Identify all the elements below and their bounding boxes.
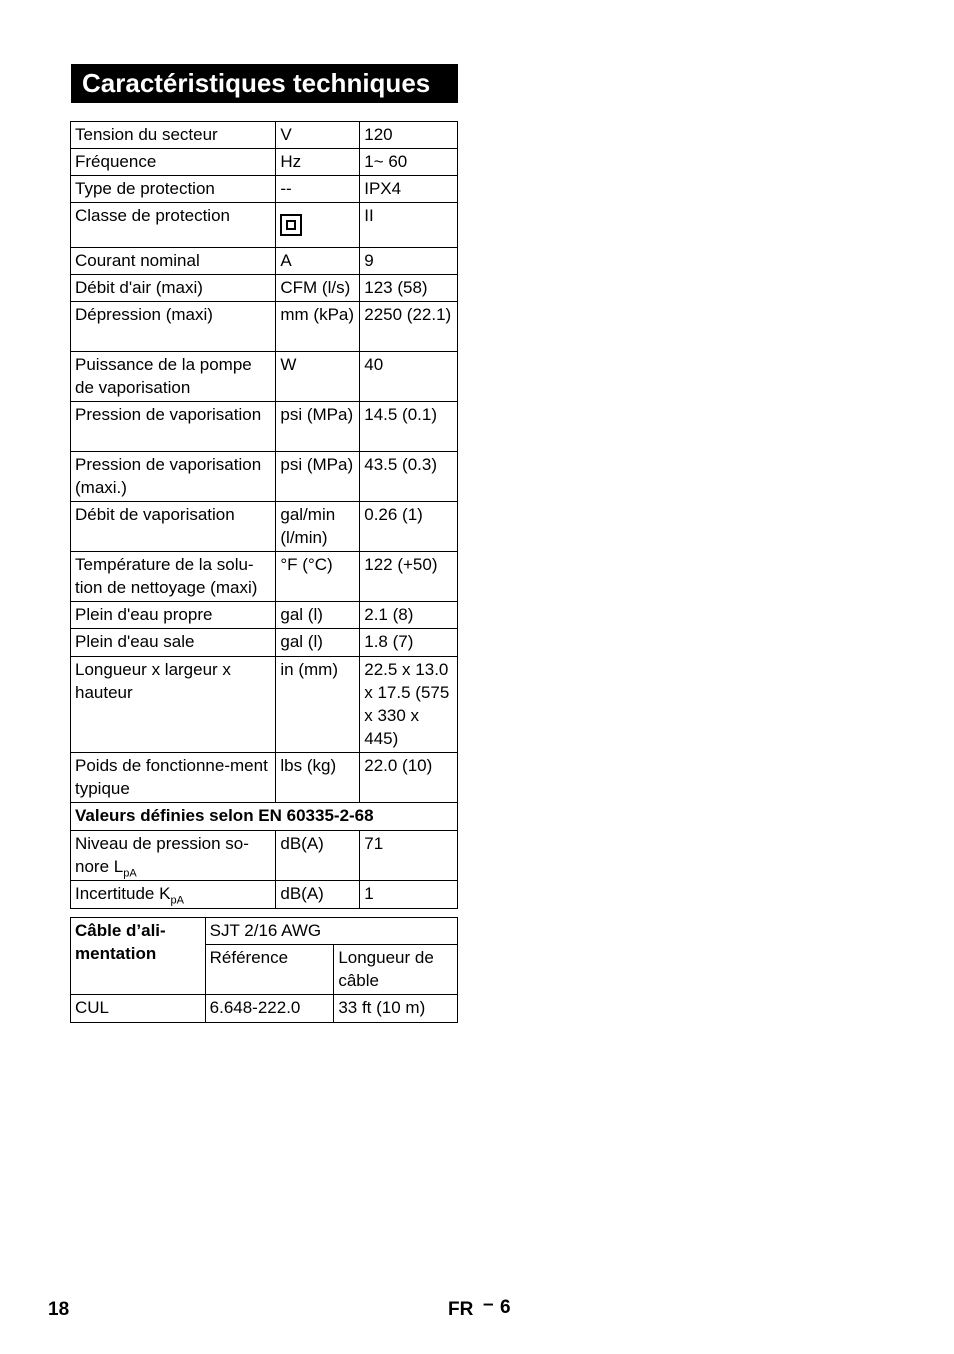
table-row [71, 995, 458, 1023]
spec-unit: W [276, 352, 360, 402]
spec-value: 43.5 (0.3) [360, 452, 458, 502]
noise-label-sub: pA [170, 894, 184, 907]
spec-label [71, 831, 276, 881]
spec-label: Type de protection [71, 176, 276, 203]
cable-reference: 6.648-222.0 [205, 995, 334, 1023]
spec-label: Plein d'eau sale [71, 629, 276, 657]
spec-value: 123 (58) [360, 275, 458, 302]
spec-label: Longueur x largeur x hauteur [71, 657, 276, 753]
table-row [71, 203, 458, 248]
spec-value: 0.26 (1) [360, 502, 458, 552]
protection-class-ii-icon [280, 214, 302, 236]
table-row [71, 918, 458, 945]
spec-unit: dB(A) [276, 831, 360, 881]
spec-value: 9 [360, 248, 458, 275]
spec-unit: psi (MPa) [276, 402, 360, 452]
spec-label: Dépression (maxi) [71, 302, 276, 352]
spec-label: Classe de protection [71, 203, 276, 248]
spec-unit: mm (kPa) [276, 302, 360, 352]
spec-label: Puissance de la pompe de vaporisation [71, 352, 276, 402]
table-row [71, 248, 458, 275]
spec-unit: °F (°C) [276, 552, 360, 602]
spec-unit: in (mm) [276, 657, 360, 753]
page-title: Caractéristiques techniques [71, 64, 458, 103]
spec-value: 2.1 (8) [360, 602, 458, 629]
spec-unit: CFM (l/s) [276, 275, 360, 302]
spec-unit: gal/min (l/min) [276, 502, 360, 552]
spec-label: Débit de vaporisation [71, 502, 276, 552]
cable-col-reference: Référence [205, 945, 334, 995]
table-row [71, 602, 458, 629]
language-code: FR [448, 1299, 474, 1320]
spec-unit: V [276, 122, 360, 149]
table-row [71, 831, 458, 881]
spec-value: 22.0 (10) [360, 753, 458, 803]
spec-label: Courant nominal [71, 248, 276, 275]
table-row [71, 552, 458, 602]
cable-header-label: Câble d’ali-mentation [71, 918, 206, 995]
table-row [71, 402, 458, 452]
spec-unit: gal (l) [276, 602, 360, 629]
spec-label: Fréquence [71, 149, 276, 176]
spec-value: 71 [360, 831, 458, 881]
spec-value: 120 [360, 122, 458, 149]
spec-label [71, 881, 276, 909]
spec-value: IPX4 [360, 176, 458, 203]
spec-label: Poids de fonctionne-ment typique [71, 753, 276, 803]
page-number: 18 [48, 1299, 70, 1320]
table-row [71, 149, 458, 176]
spec-unit: psi (MPa) [276, 452, 360, 502]
table-row [71, 275, 458, 302]
noise-label: Niveau de pression so-nore L [75, 834, 249, 876]
table-row [71, 657, 458, 753]
spec-value: 22.5 x 13.0 x 17.5 (575 x 330 x 445) [360, 657, 458, 753]
table-row [71, 502, 458, 552]
table-row [71, 452, 458, 502]
table-row [71, 629, 458, 657]
sub-page-number: 6 [500, 1297, 511, 1318]
spec-label: Pression de vaporisation [71, 402, 276, 452]
noise-label: Incertitude K [75, 884, 171, 903]
footer-separator: – [483, 1294, 494, 1315]
spec-value: 1~ 60 [360, 149, 458, 176]
spec-unit: A [276, 248, 360, 275]
spec-unit: dB(A) [276, 881, 360, 909]
table-row [71, 302, 458, 352]
table-row [71, 753, 458, 803]
spec-label: Plein d'eau propre [71, 602, 276, 629]
spec-value: 1 [360, 881, 458, 909]
spec-value: 122 (+50) [360, 552, 458, 602]
noise-label-sub: pA [123, 867, 137, 880]
cable-table [70, 917, 458, 1023]
table-row [71, 352, 458, 402]
spec-unit: -- [276, 176, 360, 203]
spec-value: 14.5 (0.1) [360, 402, 458, 452]
spec-value: 1.8 (7) [360, 629, 458, 657]
section-heading: Valeurs définies selon EN 60335-2-68 [71, 803, 458, 831]
spec-unit: lbs (kg) [276, 753, 360, 803]
spec-value: 40 [360, 352, 458, 402]
spec-label: Température de la solu-tion de nettoyage (maxi) [71, 552, 276, 602]
table-row [71, 881, 458, 909]
table-row [71, 176, 458, 203]
spec-label: Pression de vaporisation (maxi.) [71, 452, 276, 502]
cable-type: SJT 2/16 AWG [205, 918, 457, 945]
spec-unit: gal (l) [276, 629, 360, 657]
spec-label: Tension du secteur [71, 122, 276, 149]
spec-value: II [360, 203, 458, 248]
spec-label: Débit d'air (maxi) [71, 275, 276, 302]
spec-value: 2250 (22.1) [360, 302, 458, 352]
specs-table [70, 121, 458, 909]
cable-length: 33 ft (10 m) [334, 995, 458, 1023]
spec-unit [276, 203, 360, 248]
cable-col-length: Longueur de câble [334, 945, 458, 995]
table-row [71, 122, 458, 149]
spec-unit: Hz [276, 149, 360, 176]
section-heading-row [71, 803, 458, 831]
cable-name: CUL [71, 995, 206, 1023]
